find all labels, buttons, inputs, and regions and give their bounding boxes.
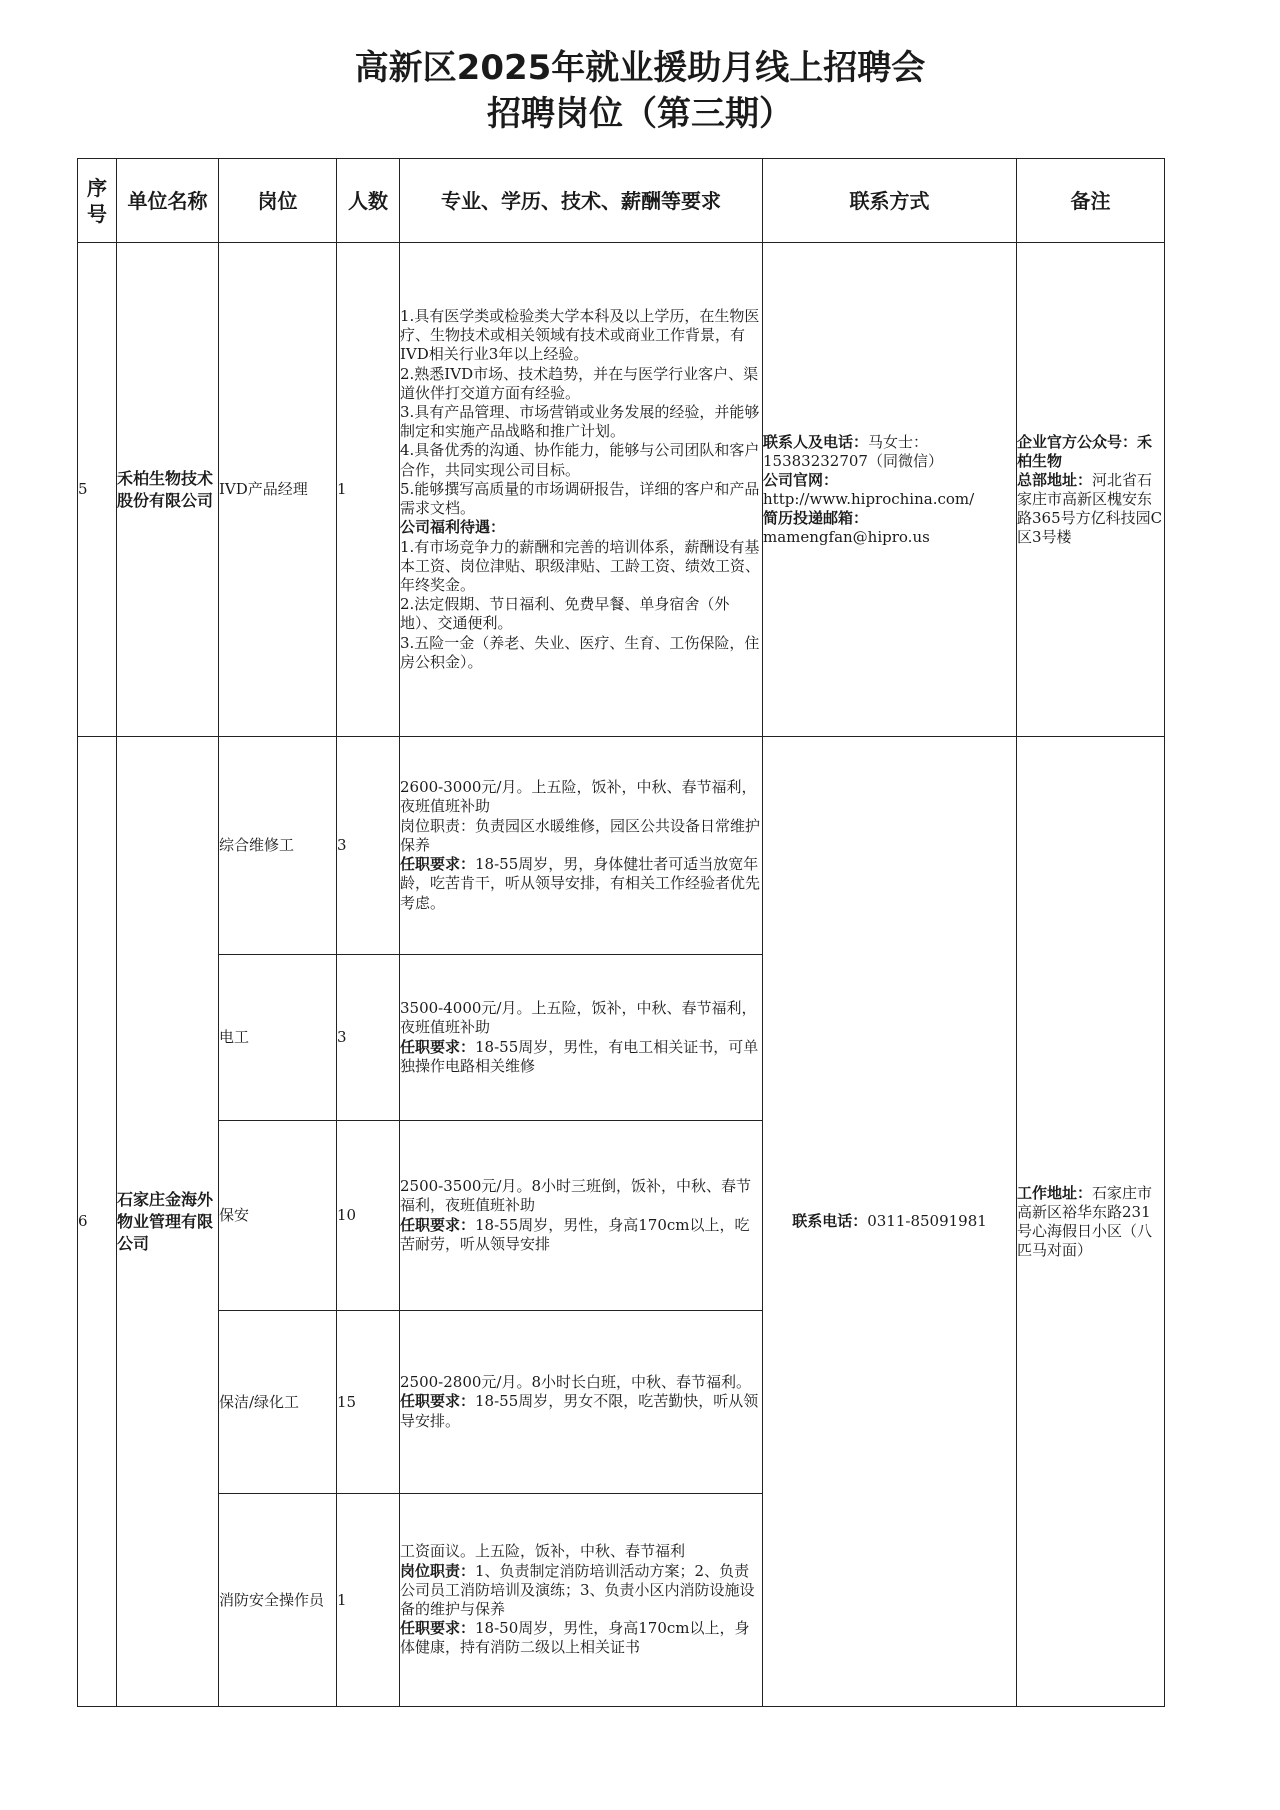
email-link[interactable]: mamengfan@hipro.us — [763, 527, 930, 546]
row6-contact — [763, 737, 1017, 1707]
website-link[interactable]: http://www.hiprochina.com/ — [763, 489, 975, 508]
job-req: 18-55周岁，男性，有电工相关证书，可单独操作电路相关维修 — [400, 1037, 759, 1075]
benefit-item: 1.有市场竞争力的薪酬和完善的培训体系，薪酬设有基本工资、岗位津贴、职级津贴、工龄工资、绩效工资、年终奖金。 — [400, 537, 761, 594]
table-row — [78, 737, 1165, 955]
job-count: 3 — [337, 737, 400, 955]
row5-requirements — [400, 243, 763, 737]
req-item: 5.能够撰写高质量的市场调研报告，详细的客户和产品需求文档。 — [400, 479, 760, 518]
req-label: 任职要求： — [400, 1037, 476, 1056]
benefits-label: 公司福利待遇： — [400, 518, 506, 537]
header-index: 序号 — [78, 159, 117, 243]
row6-notes — [1017, 737, 1165, 1707]
table-header-row — [78, 159, 1165, 243]
benefit-item: 3.五险一金（养老、失业、医疗、生育、工伤保险，住房公积金）。 — [400, 633, 760, 671]
req-label: 任职要求： — [400, 1619, 476, 1638]
row5-contact — [763, 243, 1017, 737]
row6-index: 6 — [78, 737, 117, 1707]
row5-count: 1 — [337, 243, 400, 737]
header-count: 人数 — [337, 159, 400, 243]
address: 河北省石家庄市高新区槐安东路365号方亿科技园C区3号楼 — [1017, 470, 1163, 546]
work-address-label: 工作地址： — [1017, 1183, 1093, 1202]
document-subtitle: 招聘岗位（第三期） — [487, 94, 793, 134]
job-req: 18-55周岁，男性，身高170cm以上，吃苦耐劳，听从领导安排 — [400, 1215, 750, 1253]
header-position: 岗位 — [219, 159, 337, 243]
job-count: 10 — [337, 1121, 400, 1311]
job-requirements — [400, 1494, 763, 1707]
recruitment-table — [77, 158, 1165, 1707]
duty-label: 岗位职责： — [400, 1561, 476, 1580]
job-position: 保安 — [219, 1121, 337, 1311]
row5-position: IVD产品经理 — [219, 243, 337, 737]
contact-person: 马女士：15383232707（同微信） — [763, 432, 943, 470]
req-item: 1.具有医学类或检验类大学本科及以上学历，在生物医疗、生物技术或相关领域有技术或商业工作背景，有IVD相关行业3年以上经验。 — [400, 307, 760, 364]
job-duty: 1、负责制定消防培训活动方案；2、负责公司员工消防培训及演练；3、负责小区内消防设施设备的维护与保养 — [400, 1561, 755, 1618]
job-count: 3 — [337, 955, 400, 1121]
work-address: 石家庄市高新区裕华东路231号心海假日小区（八匹马对面） — [1017, 1183, 1153, 1259]
req-label: 任职要求： — [400, 1215, 476, 1234]
job-position: 保洁/绿化工 — [219, 1311, 337, 1494]
benefit-item: 2.法定假期、节日福利、免费早餐、单身宿舍（外地）、交通便利。 — [400, 595, 730, 633]
job-position: 电工 — [219, 955, 337, 1121]
job-salary: 工资面议。上五险，饭补，中秋、春节福利 — [400, 1542, 686, 1561]
table-row — [78, 243, 1165, 737]
job-position: 消防安全操作员 — [219, 1494, 337, 1707]
job-salary: 3500-4000元/月。上五险，饭补，中秋、春节福利，夜班值班补助 — [400, 999, 757, 1037]
req-item: 2.熟悉IVD市场、技术趋势，并在与医学行业客户、渠道伙伴打交道方面有经验。 — [400, 364, 759, 402]
header-notes: 备注 — [1017, 159, 1165, 243]
req-label: 任职要求： — [400, 855, 476, 874]
job-requirements — [400, 1311, 763, 1494]
row6-company: 石家庄金海外物业管理有限公司 — [117, 737, 219, 1707]
job-salary: 2500-2800元/月。8小时长白班，中秋、春节福利。 — [400, 1373, 752, 1392]
website-label: 公司官网： — [763, 470, 839, 489]
row5-index: 5 — [78, 243, 117, 737]
job-req: 18-55周岁，男女不限，吃苦勤快，听从领导安排。 — [400, 1392, 759, 1430]
wechat-account: 企业官方公众号：禾柏生物 — [1017, 432, 1153, 470]
req-item: 3.具有产品管理、市场营销或业务发展的经验，并能够制定和实施产品战略和推广计划。 — [400, 403, 760, 441]
job-salary: 2600-3000元/月。上五险，饭补，中秋、春节福利，夜班值班补助 — [400, 778, 757, 816]
document-title: 高新区2025年就业援助月线上招聘会 — [354, 48, 926, 88]
header-contact: 联系方式 — [763, 159, 1017, 243]
job-duty: 岗位职责：负责园区水暖维修，园区公共设备日常维护保养 — [400, 816, 761, 854]
job-requirements — [400, 737, 763, 955]
contact-person-label: 联系人及电话： — [763, 432, 869, 451]
job-requirements — [400, 955, 763, 1121]
row5-notes — [1017, 243, 1165, 737]
contact-phone-label: 联系电话： — [792, 1212, 868, 1230]
header-company: 单位名称 — [117, 159, 219, 243]
req-item: 4.具备优秀的沟通、协作能力，能够与公司团队和客户合作，共同实现公司目标。 — [400, 441, 760, 479]
row5-company: 禾柏生物技术股份有限公司 — [117, 243, 219, 737]
req-label: 任职要求： — [400, 1392, 476, 1411]
address-label: 总部地址： — [1017, 470, 1093, 489]
job-requirements — [400, 1121, 763, 1311]
job-count: 1 — [337, 1494, 400, 1707]
contact-phone: 0311-85091981 — [867, 1212, 987, 1230]
job-req: 18-55周岁，男，身体健壮者可适当放宽年龄，吃苦肯干，听从领导安排，有相关工作经验者优先考虑。 — [400, 855, 761, 912]
job-req: 18-50周岁，男性，身高170cm以上，身体健康，持有消防二级以上相关证书 — [400, 1619, 750, 1657]
job-count: 15 — [337, 1311, 400, 1494]
job-position: 综合维修工 — [219, 737, 337, 955]
email-label: 简历投递邮箱： — [763, 508, 869, 527]
header-requirements: 专业、学历、技术、薪酬等要求 — [400, 159, 763, 243]
job-salary: 2500-3500元/月。8小时三班倒，饭补，中秋、春节福利，夜班值班补助 — [400, 1177, 752, 1215]
